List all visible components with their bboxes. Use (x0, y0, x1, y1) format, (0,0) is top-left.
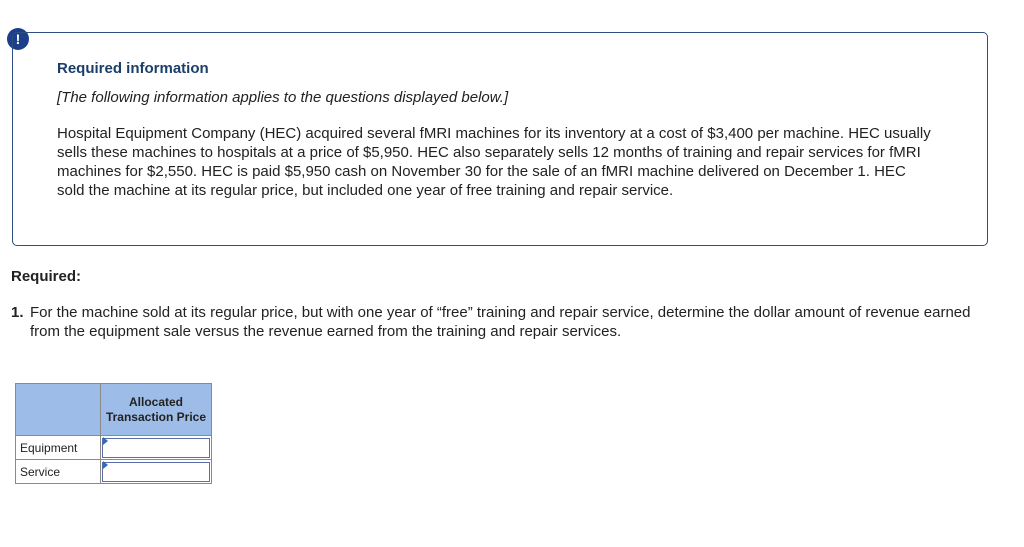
required-label: Required: (11, 268, 82, 285)
alert-icon: ! (7, 28, 29, 50)
info-body: Hospital Equipment Company (HEC) acquired several fMRI machines for its inventory at a cost of $3,400 per machine. HEC usually sells these machines to hospitals at a price of $5,950. HEC also separately sells 12 months of training and repair services for fMRI machines for $2,550. HEC is paid $5,950 cash on November 30 for the sale of an fMRI machine delivered on December 1. HEC sold the machine at its regular price, but included one year of free training and repair service. (57, 125, 931, 199)
equipment-price-input[interactable] (102, 438, 210, 458)
question-number: 1. (11, 304, 24, 321)
question-text: For the machine sold at its regular price, but with one year of “free” training and repair service, determine the dollar amount of revenue earned from the equipment sale versus the revenue earned from the training and repair services. (30, 304, 971, 340)
table-header-row (16, 384, 212, 436)
equipment-price-cell (101, 436, 212, 460)
table-header-blank (16, 384, 101, 436)
info-title: Required information (57, 60, 209, 77)
info-note: [The following information applies to the questions displayed below.] (57, 89, 509, 106)
table-header-allocated-price: Allocated Transaction Price (101, 384, 212, 436)
cell-marker-icon (103, 461, 108, 469)
allocation-table (15, 383, 212, 484)
table-row-equipment (16, 436, 212, 460)
required-information-box (12, 32, 988, 246)
table-row-service (16, 460, 212, 484)
service-price-input[interactable] (102, 462, 210, 482)
question-1 (11, 303, 971, 341)
row-label-service: Service (16, 460, 101, 484)
row-label-equipment: Equipment (16, 436, 101, 460)
cell-marker-icon (103, 437, 108, 445)
service-price-cell (101, 460, 212, 484)
